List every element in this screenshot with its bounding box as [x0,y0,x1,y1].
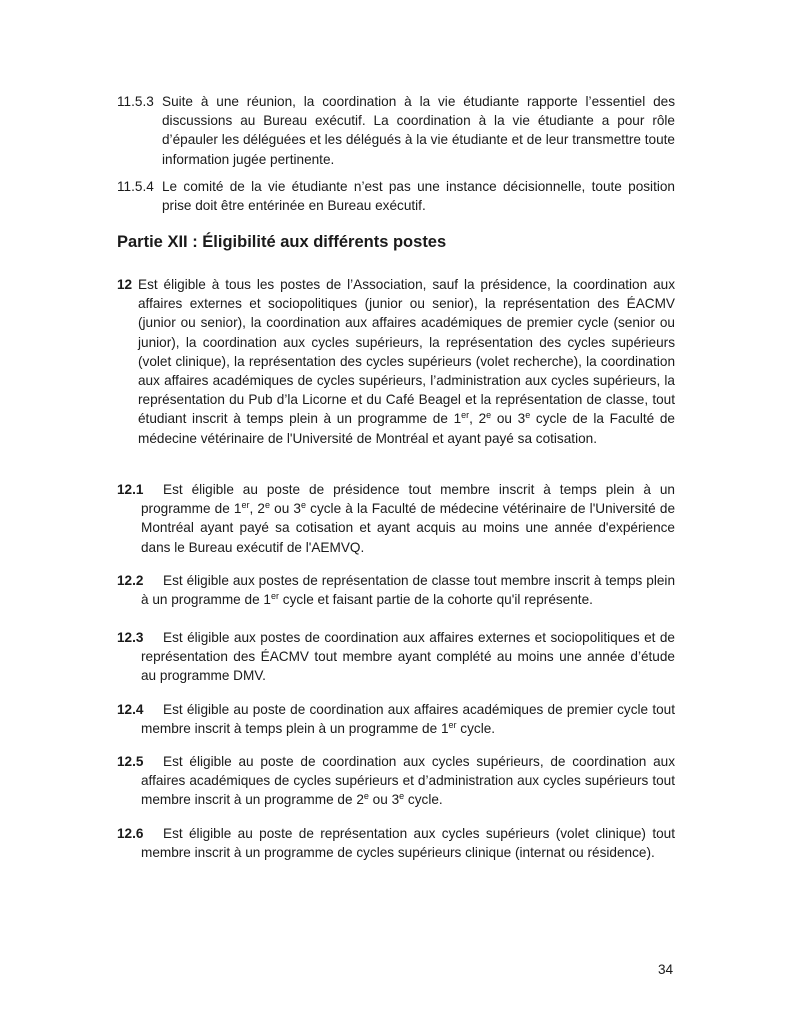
section-11-5-3 [117,92,675,169]
article-12 [117,275,675,448]
section-label: 11.5.3 [117,94,154,109]
article-text: Est éligible à tous les postes de l’Association, sauf la présidence, la coordination aux affaires externes et sociopolitiques (junior ou senior), la représentation des ÉACMV (junior ou senior), la coordination aux affaires académiques de premier cycle (senior ou junior), la coordination aux cycles supérieurs, la représentation des cycles supérieurs (volet clinique), la représentation des cycles supérieurs (volet recherche), la coordination aux affaires académiques de cycles supérieurs, l’administration aux cycles supérieurs, la représentation du Pub d’la Licorne et du Café Beagel et la représentation de classe, tout étudiant inscrit à temps plein à un programme de 1er, 2e ou 3e cycle de la Faculté de médecine vétérinaire de l'Université de Montréal et ayant payé sa cotisation. [138,277,675,446]
article-text: Est éligible au poste de représentation aux cycles supérieurs (volet clinique) tout membre inscrit à un programme de cycles supérieurs clinique (internat ou résidence). [141,826,675,861]
article-12-3 [117,628,675,686]
article-text: Est éligible au poste de coordination aux cycles supérieurs, de coordination aux affaires académiques de cycles supérieurs et d’administration aux cycles supérieurs tout membre inscrit à un programme de 2e ou 3e cycle. [141,754,675,808]
article-label: 12 [117,277,133,292]
section-label: 11.5.4 [117,179,154,194]
article-label: 12.3 [117,630,144,645]
article-label: 12.5 [117,754,144,769]
article-text: Est éligible aux postes de représentation de classe tout membre inscrit à temps plein à un programme de 1er cycle et faisant partie de la cohorte qu'il représente. [141,573,675,608]
section-text: Le comité de la vie étudiante n’est pas une instance décisionnelle, toute position prise doit être entérinée en Bureau exécutif. [162,179,675,214]
article-label: 12.1 [117,482,144,497]
page-number: 34 [658,962,674,977]
section-text: Suite à une réunion, la coordination à la vie étudiante rapporte l’essentiel des discussions au Bureau exécutif. La coordination à la vie étudiante a pour rôle d’épauler les déléguées et les délégués à la vie étudiante et de leur transmettre toute information jugée pertinente. [162,94,675,167]
article-12-4 [117,700,675,738]
article-12-6 [117,824,675,862]
article-text: Est éligible au poste de coordination aux affaires académiques de premier cycle tout membre inscrit à temps plein à un programme de 1er cycle. [141,702,675,737]
article-12-1 [117,480,675,557]
article-text: Est éligible au poste de présidence tout membre inscrit à temps plein à un programme de 1er, 2e ou 3e cycle à la Faculté de médecine vétérinaire de l'Université de Montréal ayant payé sa cotisation et ayant acquis au moins une année d'expérience dans le Bureau exécutif de l'AEMVQ. [141,482,676,555]
section-11-5-4 [117,177,675,215]
article-12-5 [117,752,675,810]
article-text: Est éligible aux postes de coordination aux affaires externes et sociopolitiques et de représentation des ÉACMV tout membre ayant complété au moins une année d’étude au programme DMV. [141,630,675,684]
part-heading: Partie XII : Éligibilité aux différents postes [117,233,447,251]
article-label: 12.6 [117,826,144,841]
article-12-2 [117,571,675,609]
article-label: 12.4 [117,702,144,717]
article-label: 12.2 [117,573,144,588]
